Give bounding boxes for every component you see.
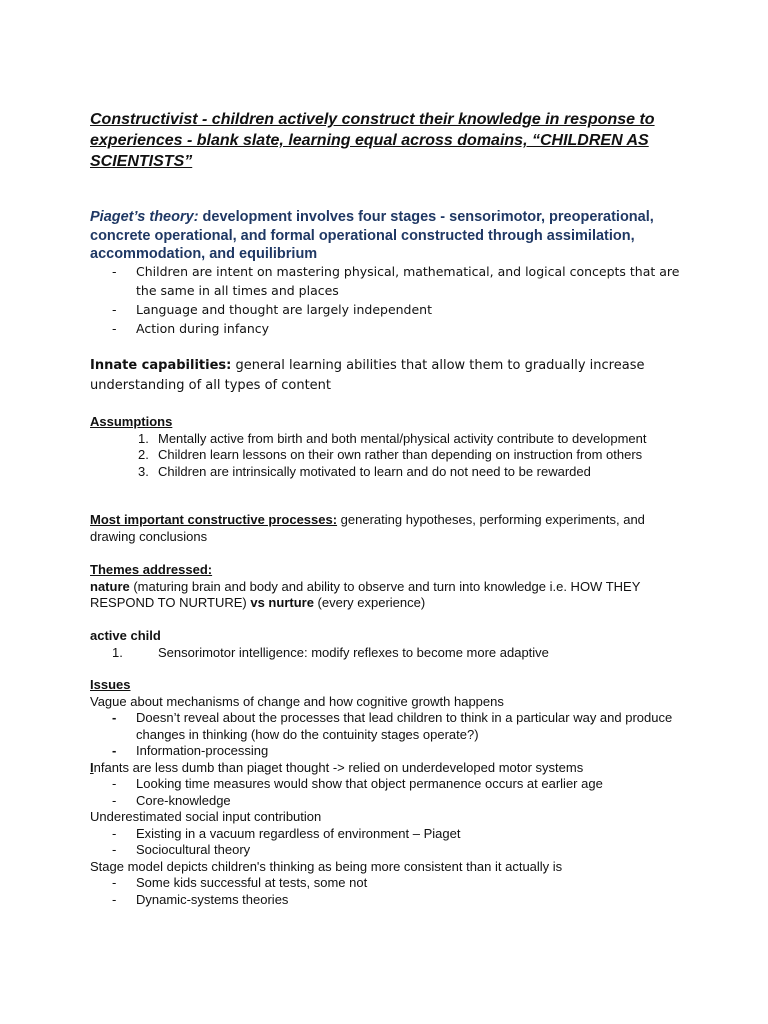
list-item: 1. Sensorimotor intelligence: modify reflexes to become more adaptive — [112, 644, 549, 660]
list-item: - Language and thought are largely independent — [112, 302, 433, 317]
themes-heading: Themes addressed: — [90, 562, 213, 577]
processes-text: generating hypotheses, performing experiments, and drawing conclusions — [90, 512, 645, 544]
piaget-text: development involves four stages - sensorimotor, preoperational, concrete operational, and formal operational constructed through assimilation, accommodation, and equilibrium — [90, 209, 654, 262]
list-item: - Dynamic-systems theories — [112, 891, 289, 907]
piaget-bullets — [90, 262, 690, 338]
issue-item: Vague about mechanisms of change and how cognitive growth happens — [90, 693, 504, 709]
list-item: - Core-knowledge — [112, 792, 231, 808]
page-title: Constructivist - children actively construct their knowledge in response to experiences - blank slate, learning equal across domains, “CHILDREN AS SCIENTISTS” — [90, 111, 655, 170]
list-item: - Sociocultural theory — [112, 842, 251, 857]
processes-label: Most important constructive processes: — [90, 512, 338, 527]
issues-section — [90, 677, 690, 908]
themes-text: nature (maturing brain and body and ability to observe and turn into knowledge i.e. HOW THEY RESPOND TO NURTURE) vs nurture (every experience) — [90, 578, 641, 610]
assumptions-heading: Assumptions — [90, 414, 173, 429]
list-item: - Doesn’t reveal about the processes that lead children to think in a particular way and produce changes in thinking (how do the contuinity stages operate?) — [112, 710, 673, 742]
list-item: - Looking time measures would show that object permanence occurs at earlier age — [112, 776, 603, 791]
list-item: 1. Mentally active from birth and both mental/physical activity contribute to development — [138, 430, 647, 446]
list-item: - Children are intent on mastering physical, mathematical, and logical concepts that are the same in all times and places — [112, 264, 680, 298]
processes-section — [90, 512, 690, 545]
innate-label: Innate capabilities: — [90, 358, 232, 373]
innate-capabilities — [90, 356, 690, 396]
active-child-heading: active child — [90, 628, 161, 643]
list-item: - Existing in a vacuum regardless of environment – Piaget — [112, 825, 461, 841]
list-item: - Some kids successful at tests, some not — [112, 875, 368, 890]
list-item: 3. Children are intrinsically motivated to learn and do not need to be rewarded — [138, 463, 591, 479]
piaget-heading — [90, 208, 710, 264]
issue-item: Stage model depicts children's thinking as being more consistent than it actually is — [90, 858, 563, 874]
innate-text: general learning abilities that allow them to gradually increase understanding of all types of content — [90, 358, 645, 393]
list-item: - Information-processing — [112, 743, 269, 758]
piaget-label: Piaget’s theory: — [90, 209, 199, 225]
issues-heading: Issues — [90, 677, 131, 692]
themes-section — [90, 562, 690, 612]
list-item: 2. Children learn lessons on their own rather than depending on instruction from others — [138, 447, 643, 462]
issue-item: Underestimated social input contribution — [90, 809, 322, 824]
active-child-section — [90, 628, 690, 661]
assumptions-section — [90, 414, 690, 480]
list-item: - Action during infancy — [112, 321, 270, 336]
issue-item: Infants are less dumb than piaget thought -> relied on underdeveloped motor systems — [90, 759, 584, 775]
